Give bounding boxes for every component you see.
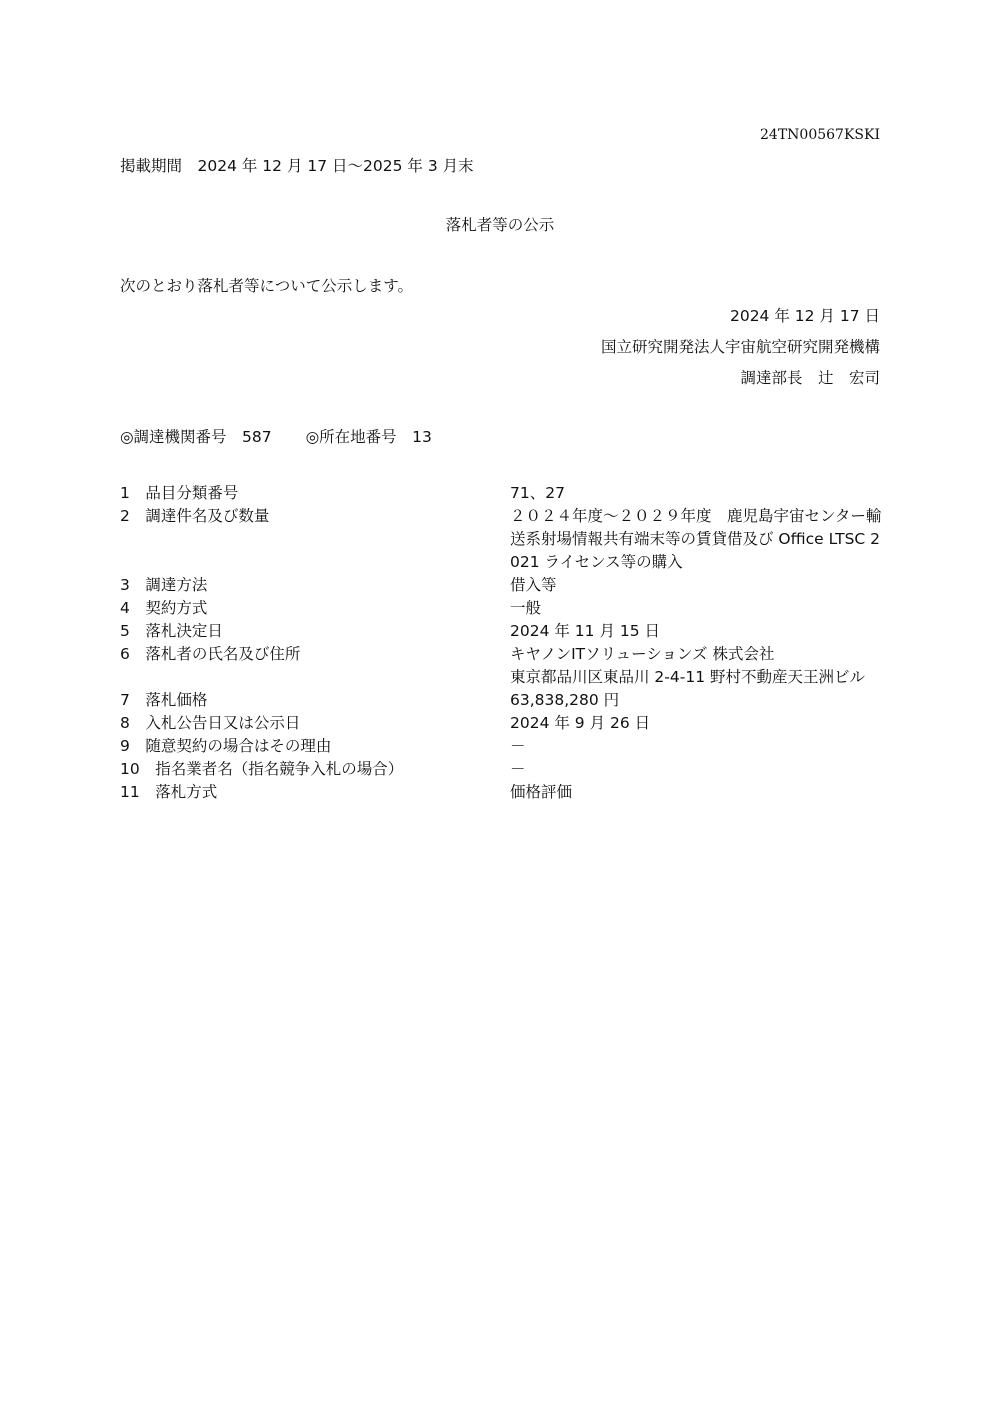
item-value [510,482,882,505]
item-label-text: 契約方式 [145,599,208,617]
item-value-line: 71、27 [510,484,565,502]
item-value-line: 63,838,280 円 [510,691,620,709]
list-item [120,574,882,597]
item-label-text: 指名業者名（指名競争入札の場合） [155,760,404,778]
item-label [120,735,510,758]
item-value-line: 2024 年 9 月 26 日 [510,714,651,732]
item-value-line: 東京都品川区東品川 2-4-11 野村不動産天王洲ビル [510,668,865,686]
item-label [120,689,510,712]
organization-name: 国立研究開発法人宇宙航空研究開発機構 [600,338,880,356]
list-item [120,689,882,712]
item-value [510,689,882,712]
item-value [510,712,882,735]
item-label [120,758,510,781]
item-label-text: 品目分類番号 [145,484,239,502]
list-item [120,735,882,758]
item-value-line: 価格評価 [510,783,573,801]
item-label [120,712,510,735]
item-number: 2 [120,507,130,525]
procurement-officer: 調達部長 辻 宏司 [740,369,880,387]
item-value [510,735,882,758]
list-item [120,643,882,689]
item-value-line: － [510,737,526,755]
item-label-text: 随意契約の場合はその理由 [145,737,332,755]
item-number: 10 [120,760,140,778]
item-label [120,781,510,804]
page-title: 落札者等の公示 [445,216,555,234]
item-label-text: 落札決定日 [145,622,223,640]
item-label [120,482,510,505]
list-item [120,758,882,781]
list-item [120,620,882,643]
item-value [510,620,882,643]
item-value-line: キヤノンITソリューションズ 株式会社 [510,645,775,663]
item-label-text: 落札者の氏名及び住所 [145,645,301,663]
item-number: 6 [120,645,130,663]
list-item [120,712,882,735]
item-value [510,643,882,689]
award-details-list [120,482,882,804]
item-number: 3 [120,576,130,594]
item-label-text: 調達件名及び数量 [145,507,270,525]
item-label [120,574,510,597]
item-value-line: 借入等 [510,576,557,594]
item-value-line: － [510,760,526,778]
item-value [510,597,882,620]
item-number: 4 [120,599,130,617]
item-number: 9 [120,737,130,755]
item-number: 7 [120,691,130,709]
item-label-text: 落札価格 [145,691,208,709]
list-item [120,482,882,505]
intro-text: 次のとおり落札者等について公示します。 [120,277,413,295]
list-item [120,505,882,574]
document-id: 24TN00567KSKI [760,127,880,143]
item-value-line: 一般 [510,599,542,617]
item-number: 5 [120,622,130,640]
item-label [120,505,510,574]
item-value-line: ２０２４年度～２０２９年度 鹿児島宇宙センター輸送系射場情報共有端末等の賃貸借及び Office LTSC 2021 ライセンス等の購入 [510,507,882,571]
list-item [120,597,882,620]
item-label-text: 入札公告日又は公示日 [145,714,301,732]
item-label [120,597,510,620]
item-label [120,643,510,689]
item-value [510,781,882,804]
item-label [120,620,510,643]
list-item [120,781,882,804]
posting-period: 掲載期間 2024 年 12 月 17 日～2025 年 3 月末 [120,157,474,175]
item-label-text: 落札方式 [155,783,218,801]
item-value [510,574,882,597]
item-number: 8 [120,714,130,732]
item-number: 11 [120,783,140,801]
item-label-text: 調達方法 [145,576,208,594]
agency-code: ◎調達機関番号 587 [120,428,272,446]
item-value-line: 2024 年 11 月 15 日 [510,622,661,640]
item-value [510,505,882,574]
location-code: ◎所在地番号 13 [305,428,432,446]
notice-date: 2024 年 12 月 17 日 [729,307,880,325]
item-value [510,758,882,781]
item-number: 1 [120,484,130,502]
code-numbers [120,426,432,449]
